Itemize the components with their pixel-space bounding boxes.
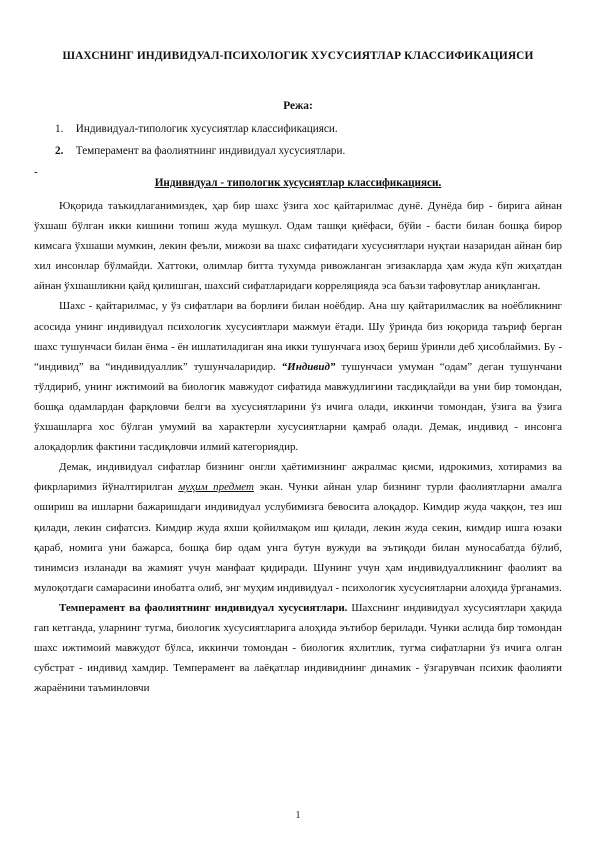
- document-title: ШАХСНИНГ ИНДИВИДУАЛ-ПСИХОЛОГИК ХУСУСИЯТЛАР КЛАССИФИКАЦИЯСИ: [62, 50, 534, 62]
- emphasis-term: муҳим предмет: [178, 481, 254, 494]
- plan-item-number: 1.: [55, 123, 64, 135]
- paragraph-text: Шахснинг индивидуал хусусиятлари ҳақида гап кетганда, уларнинг тугма, биологик хусусиятларига алоҳида эътибор берилади. Чунки аслида бир томондан шахс ижтимоий мавжудот бўлса, иккинчи томондан - биологик яхлитлик, тугма сифатларни ўз ичига олган субстрат - индивид хамдир. Темперамент ва лаёқатлар индивиднинг динамик - ўзгарувчан психик фаолияти жараёнини таъминловчи: [34, 601, 562, 695]
- paragraph: [34, 457, 562, 598]
- paragraph-text: Шахс - қайтарилмас, у ўз сифатлари ва борлиғи билан ноёбдир. Ана шу қайтарилмаслик ва ноёбликнинг асосида унинг индивидуал психологик хусусиятлари мажмуи ётади. Шу ўринда биз юқорида таъриф берган шахс тушунчаси билан ёнма - ён ишлатиладиган яна икки тушунчага изоҳ бериш ўринли деб ҳисоблаймиз. Бу - “индивид” ва “индивидуаллик” тушунчаларидир.: [34, 300, 562, 373]
- plan-item-text: Индивидуал-типологик хусусиятлар классификацияси.: [75, 123, 338, 135]
- paragraph: Юқорида таъкидлаганимиздек, ҳар бир шахс ўзига хос қайтарилмас дунё. Дунёда бир - бирига айнан ўхшаш бўлган икки кишини топиш жуда мушкул. Одам ташқи қиёфаси, бўйи - басти билан бошқа бирор кимсага ўхшаши мумкин, лекин феъли, мижози ва шахс сифатидаги хусусиятлари нуқтаи назаридан айнан бир хил инсонлар бўлмайди. Хаттоки, олимлар битта тухумда ривожланган эгизакларда ҳам жуда кўп жиҳатдан айнан ўхшашликни қайд қилишган, шахсий сифатларидаги корреляцияда эса баъзи тафовутлар аниқланган.: [34, 200, 562, 293]
- paragraph: [34, 296, 562, 457]
- paragraph-text: тушунчаси умуман “одам” деган тушунчани тўлдириб, унинг ижтимоий ва биологик мавжудот сифатида мавжудлигини тасдиқлайди ва уни бир томондан, бошқа одамлардан фарқловчи белги ва хусусиятларини ўз ичига олади, иккинчи томондан, ўзига ва ўзига ўхшашларга хос бўлган умумий ва характерли хусусиятларни қамраб олади. Демак, индивид - инсонга алоқадорлик фактини тасдиқловчи илмий категориядир.: [34, 360, 563, 454]
- plan-item: [55, 118, 345, 140]
- paragraph-lead: Темперамент ва фаолиятнинг индивидуал хусусиятлари.: [59, 601, 348, 614]
- paragraph-text: Демак, индивидуал сифатлар бизнинг онгли ҳаётимизнинг ажралмас қисми, идрокимиз, хотирамиз ва фикрларимиз йўналтирилган: [34, 461, 562, 494]
- plan-item-number: 2.: [55, 145, 64, 157]
- dash-mark: -: [34, 166, 38, 178]
- body-text: [34, 196, 562, 698]
- paragraph: [34, 598, 562, 698]
- page-number: 1: [295, 810, 301, 821]
- section-title: Индивидуал - типологик хусусиятлар классификацияси.: [154, 177, 442, 189]
- emphasis-term: “Индивид”: [281, 360, 336, 373]
- plan-item: [55, 140, 345, 162]
- plan-heading: Режа:: [283, 100, 313, 112]
- paragraph-text: экан. Чунки айнан улар бизнинг турли фаолиятларни амалга ошириш ва ишларни бажаришдаги индивидуал услубимизга бевосита алоқадор. Кимдир жуда чаққон, тез иш қилади, лекин сифатсиз. Кимдир жуда яхши қойилмақом иш қилади, лекин жуда секин, кимдир ишга юзаки қараб, номига уни бажарса, бошқа бир одам унга бутун вужуди ва эътиқоди билан муносабатда бўлиб, тинимсиз изланади ва жамият учун манфаат қидиради. Шунинг учун ҳам индивидуалликнинг фаолият ва мулоқотдаги самарасини инобатга олиб, энг муҳим индивидуал - психологик хусусиятларни алоҳида ўрганамиз.: [34, 481, 563, 594]
- plan-list: [55, 118, 345, 162]
- plan-item-text: Темперамент ва фаолиятнинг индивидуал хусусиятлари.: [75, 145, 346, 157]
